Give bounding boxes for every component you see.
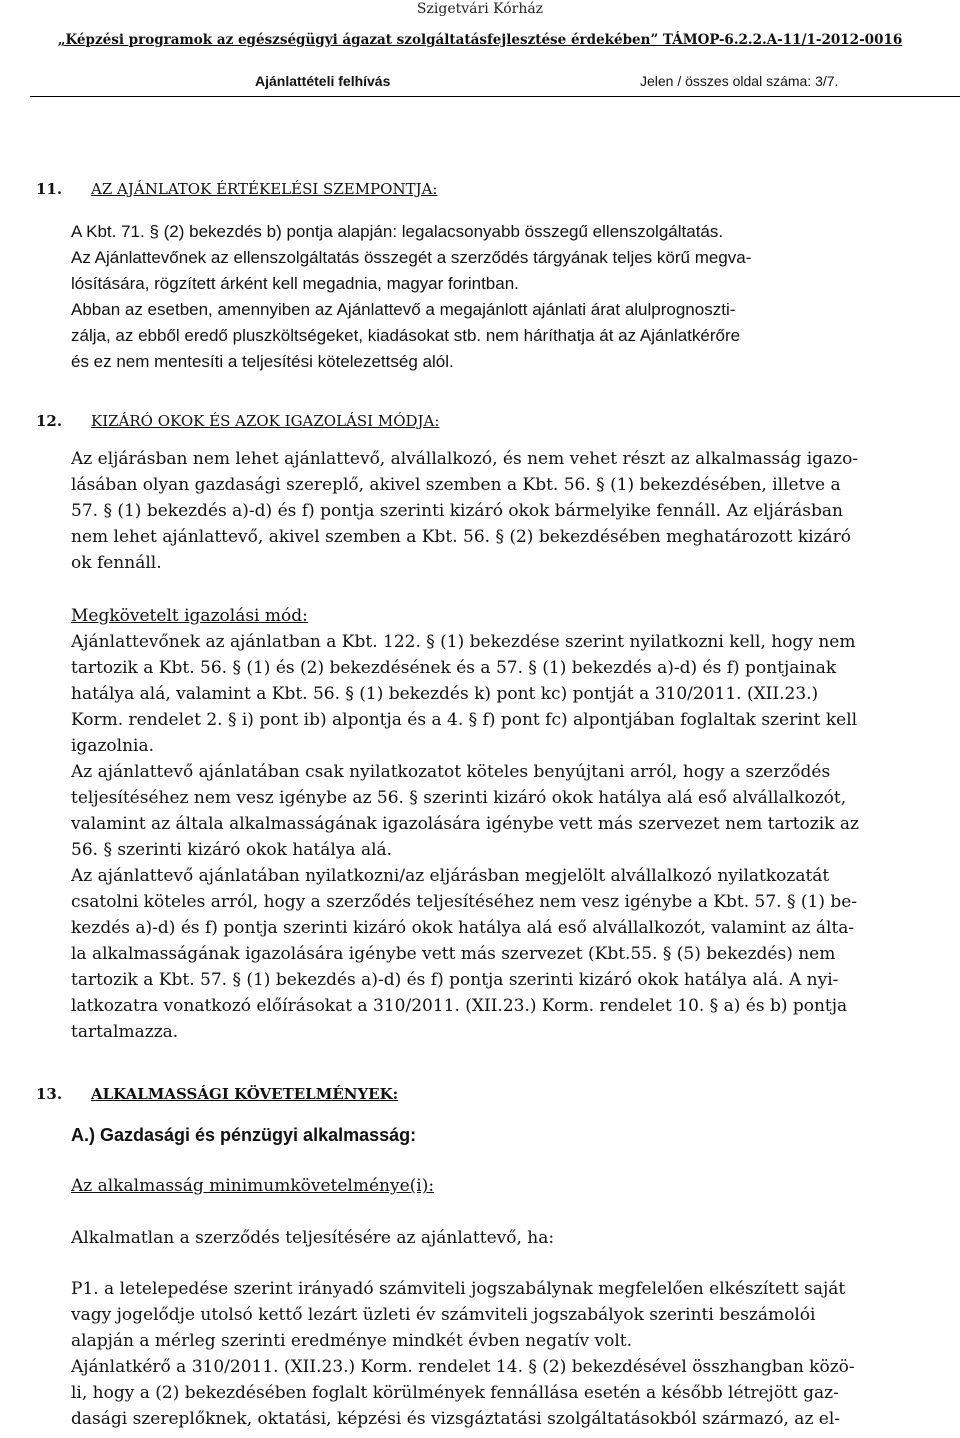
text-line: li, hogy a (2) bekezdésében foglalt körülmények fennállása esetén a később létrejött gaz- [71, 1383, 839, 1403]
section-12-title: KIZÁRÓ OKOK ÉS AZOK IGAZOLÁSI MÓDJA: [91, 412, 440, 430]
text-line: A Kbt. 71. § (2) bekezdés b) pontja alapján: legalacsonyabb összegű ellenszolgáltatás. [71, 222, 724, 241]
section-13-subheading [71, 1122, 949, 1148]
text-line: és ez nem mentesíti a teljesítési kötelezettség alól. [71, 352, 454, 371]
text-line: Ajánlatkérő a 310/2011. (XII.23.) Korm. rendelet 14. § (2) bekezdésével összhangban közö- [71, 1357, 855, 1377]
text-line: igazolnia. [71, 736, 155, 756]
text-line: zálja, az ebből eredő pluszköltségeket, kiadásokat stb. nem háríthatja át az Ajánlatkérőre [71, 326, 741, 345]
header-divider [30, 96, 960, 97]
header-document-title: Ajánlattételi felhívás [255, 73, 391, 89]
header-organization: Szigetvári Kórház [416, 1, 544, 17]
text-line: Az ajánlattevő ajánlatában nyilatkozni/az eljárásban megjelölt alvállalkozó nyilatkozatát [71, 866, 830, 886]
text-line: Az eljárásban nem lehet ajánlattevő, alvállalkozó, és nem vehet részt az alkalmasság igazo- [71, 449, 859, 469]
section-12-paragraph-2 [71, 603, 949, 1045]
text-line: alapján a mérleg szerinti eredménye mindkét évben negatív volt. [71, 1331, 632, 1351]
text-line: 57. § (1) bekezdés a)-d) és f) pontja szerinti kizáró okok bármelyike fennáll. Az eljárásban [71, 501, 843, 521]
text-line: Az ajánlattevő ajánlatában csak nyilatkozatot köteles benyújtani arról, hogy a szerződés [71, 762, 831, 782]
text-line: 56. § szerinti kizáró okok hatálya alá. [71, 840, 393, 860]
text-line: csatolni köteles arról, hogy a szerződés teljesítéséhez nem vesz igénybe a Kbt. 57. § (1) be- [71, 892, 858, 912]
text-line: hatálya alá, valamint a Kbt. 56. § (1) bekezdés k) pont kc) pontját a 310/2011. (XII.23.) [71, 684, 819, 704]
section-13-body [71, 1276, 949, 1432]
text-line: teljesítéséhez nem vesz igénybe az 56. § szerinti kizáró okok hatálya alá eső alvállalkozót, [71, 788, 847, 808]
section-12-heading [36, 410, 439, 432]
unfit-condition-text: Alkalmatlan a szerződés teljesítésére az ajánlattevő, ha: [71, 1228, 555, 1248]
subsection-a-title: A.) Gazdasági és pénzügyi alkalmasság: [71, 1125, 417, 1145]
text-line: valamint az általa alkalmasságának igazolására igénybe vett más szervezet nem tartozik az [71, 814, 859, 834]
text-line: nem lehet ajánlattevő, akivel szemben a Kbt. 56. § (2) bekezdésében meghatározott kizáró [71, 527, 852, 547]
minimum-requirements-label: Az alkalmasság minimumkövetelménye(i): [71, 1176, 435, 1196]
text-line: tartozik a Kbt. 57. § (1) bekezdés a)-d) és f) pontja szerinti kizáró okok hatálya alá. A nyi- [71, 970, 839, 990]
text-line: Ajánlattevőnek az ajánlatban a Kbt. 122. § (1) bekezdése szerint nyilatkozni kell, hogy nem [71, 632, 856, 652]
section-12-paragraph-1 [71, 446, 949, 576]
text-line: kezdés a)-d) és f) pontja szerinti kizáró okok hatálya alá eső alvállalkozót, valamint az álta- [71, 918, 855, 938]
text-line: lásában olyan gazdasági szereplő, akivel szemben a Kbt. 56. § (1) bekezdésében, illetve a [71, 475, 841, 495]
section-11-body [71, 219, 949, 375]
text-line: tartalmazza. [71, 1022, 179, 1042]
text-line: ok fennáll. [71, 553, 162, 573]
section-13-heading [36, 1083, 398, 1105]
text-line: la alkalmasságának igazolására igénybe vett más szervezet (Kbt.55. § (5) bekezdés) nem [71, 944, 836, 964]
text-line: vagy jogelődje utolsó kettő lezárt üzleti év számviteli jogszabályok szerinti beszámolói [71, 1305, 816, 1325]
section-13-number: 13. [36, 1085, 63, 1103]
section-13-title: ALKALMASSÁGI KÖVETELMÉNYEK: [91, 1085, 399, 1103]
text-line: Korm. rendelet 2. § i) pont ib) alpontja és a 4. § f) pont fc) alpontjában foglaltak szerint kell [71, 710, 858, 730]
section-11-number: 11. [36, 180, 63, 198]
minimum-requirements-label-block [71, 1173, 949, 1199]
text-line: lósítására, rögzített árként kell megadnia, magyar forintban. [71, 274, 519, 293]
text-line: Abban az esetben, amennyiben az Ajánlattevő a megajánlott ajánlati árat alulprognoszti- [71, 300, 736, 319]
text-line: dasági szereplőknek, oktatási, képzési és vizsgáztatási szolgáltatásokból származó, az el- [71, 1409, 841, 1429]
text-line: Az Ajánlattevőnek az ellenszolgáltatás összegét a szerződés tárgyának teljes körű megva- [71, 248, 752, 267]
unfit-condition-block [71, 1225, 949, 1251]
text-line: P1. a letelepedése szerint irányadó számviteli jogszabálynak megfelelően elkészített saját [71, 1279, 846, 1299]
header-page-number: Jelen / összes oldal száma: 3/7. [640, 73, 839, 89]
section-12-number: 12. [36, 412, 63, 430]
text-line: tartozik a Kbt. 56. § (1) és (2) bekezdésének és a 57. § (1) bekezdés a)-d) és f) pontjainak [71, 658, 837, 678]
section-11-heading [36, 178, 437, 200]
proof-label: Megkövetelt igazolási mód: [71, 606, 308, 626]
header-project-title: „Képzési programok az egészségügyi ágazat szolgáltatásfejlesztése érdekében” TÁMOP-6.2.2.A-11/1-2012-0016 [57, 32, 903, 48]
text-line: latkozatra vonatkozó előírásokat a 310/2011. (XII.23.) Korm. rendelet 10. § a) és b) pontja [71, 996, 848, 1016]
section-11-title: AZ AJÁNLATOK ÉRTÉKELÉSI SZEMPONTJA: [91, 180, 438, 198]
